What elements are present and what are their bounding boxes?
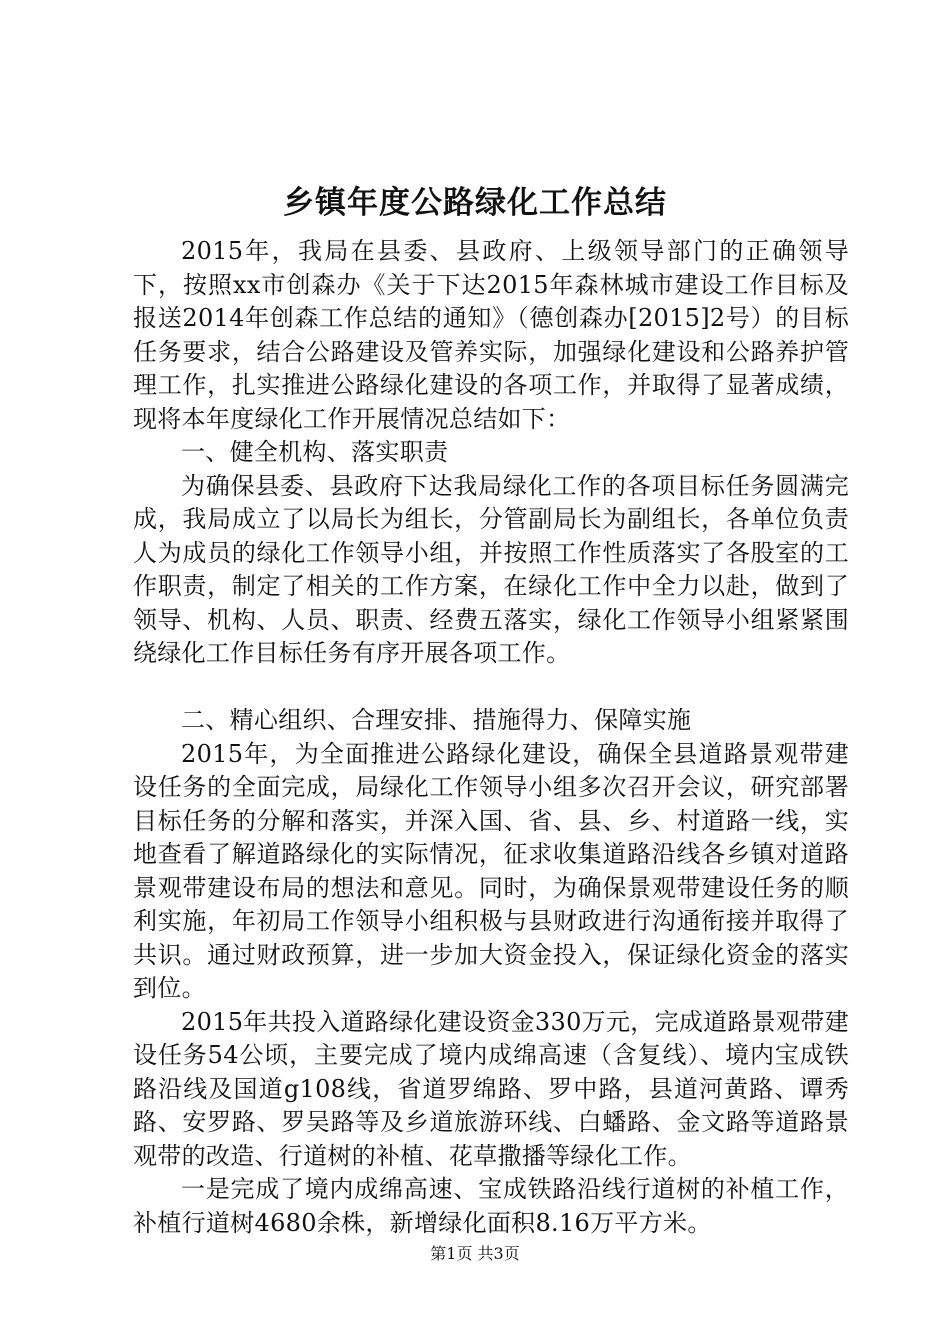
document-title: 乡镇年度公路绿化工作总结 [283,185,667,221]
paragraph-section-2: 2015年，为全面推进公路绿化建设，确保全县道路景观带建设任务的全面完成，局绿化工作领导小组多次召开会议，研究部署目标任务的分解和落实，并深入国、省、县、乡、村道路一线，实地查看了解道路绿化的实际情况，征求收集道路沿线各乡镇对道路景观带建设布局的想法和意见。同时，为确保景观带建设任务的顺利实施，年初局工作领导小组积极与县财政进行沟通衔接并取得了共识。通过财政预算，进一步加大资金投入，保证绿化资金的落实到位。 [133,739,849,1002]
paragraph-spacer [133,671,849,705]
paragraph-item-1: 一是完成了境内成绵高速、宝成铁路沿线行道树的补植工作，补植行道树4680余株，新增绿化面积8.16万平方米。 [133,1175,849,1237]
section-heading-2: 二、精心组织、合理安排、措施得力、保障实施 [181,706,692,734]
document-body [133,235,849,1240]
paragraph-investment: 2015年共投入道路绿化建设资金330万元，完成道路景观带建设任务54公顷，主要完成了境内成绵高速（含复线）、境内宝成铁路沿线及国道g108线，省道罗绵路、罗中路，县道河黄路、谭秀路、安罗路、罗吴路等及乡道旅游环线、白蟠路、金文路等道路景观带的改造、行道树的补植、花草撒播等绿化工作。 [133,1007,849,1170]
paragraph-intro: 2015年，我局在县委、县政府、上级领导部门的正确领导下，按照xx市创森办《关于下达2015年森林城市建设工作目标及报送2014年创森工作总结的通知》（德创森办[2015]2号）的目标任务要求，结合公路建设及管养实际，加强绿化建设和公路养护管理工作，扎实推进公路绿化建设的各项工作，并取得了显著成绩，现将本年度绿化工作开展情况总结如下： [133,237,849,433]
section-heading-1: 一、健全机构、落实职责 [181,438,449,466]
paragraph-section-1: 为确保县委、县政府下达我局绿化工作的各项目标任务圆满完成，我局成立了以局长为组长，分管副局长为副组长，各单位负责人为成员的绿化工作领导小组，并按照工作性质落实了各股室的工作职责，制定了相关的工作方案，在绿化工作中全力以赴，做到了领导、机构、人员、职责、经费五落实，绿化工作领导小组紧紧围绕绿化工作目标任务有序开展各项工作。 [133,471,849,667]
page-footer: 第1页 共3页 [430,1244,520,1263]
